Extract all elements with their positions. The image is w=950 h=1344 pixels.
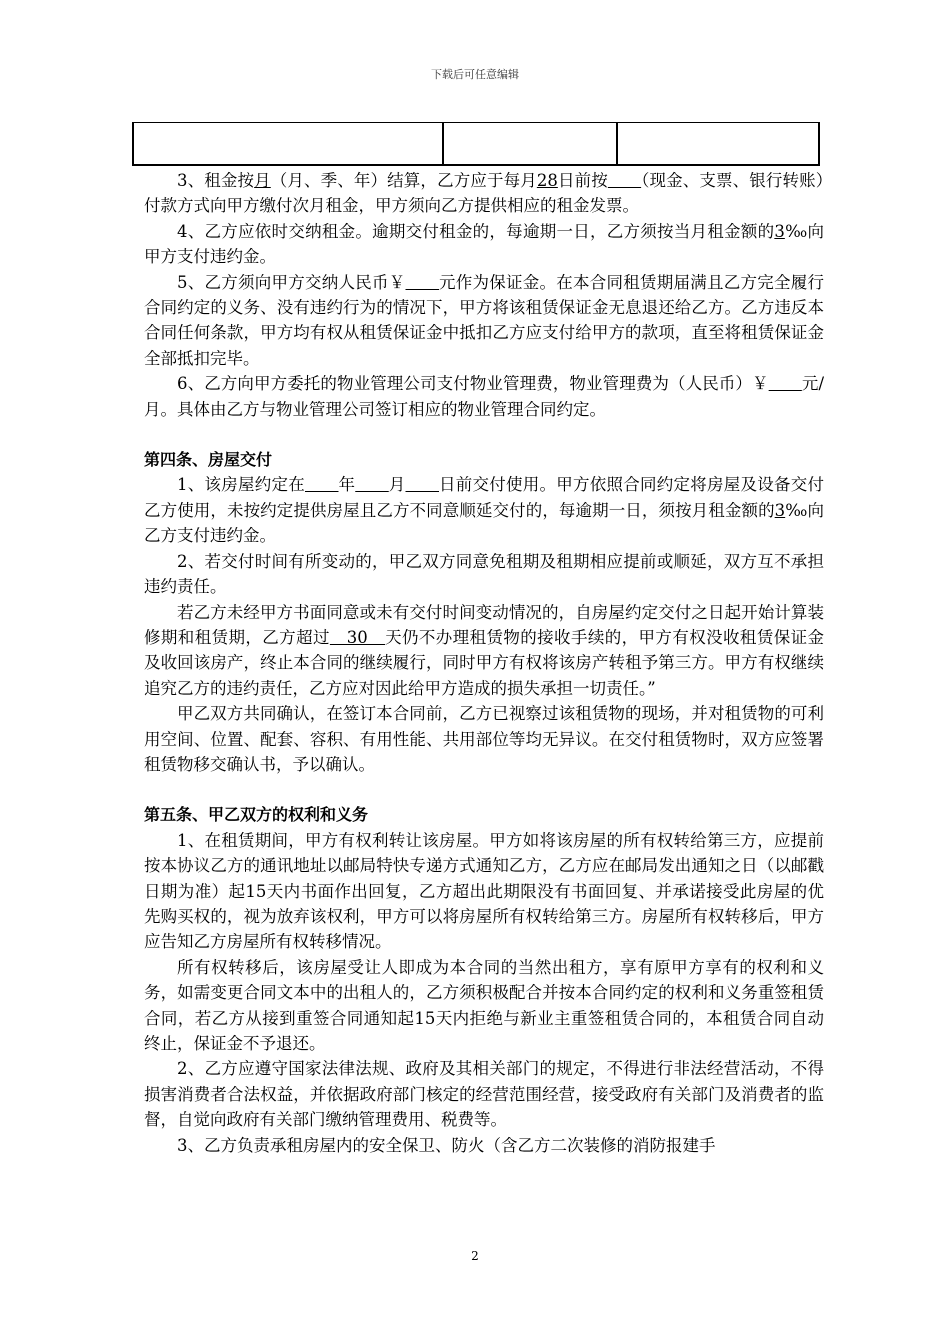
paragraph-delivery-date: 1、该房屋约定在 年 月 日前交付使用。甲方依照合同约定将房屋及设备交付乙方使用，未按约定提供房屋且乙方不同意顺延交付的，每逾期一日，须按月租金额的3‰向乙方支付违约金。 (144, 475, 825, 546)
paragraph-transfer-after: 所有权转移后，该房屋受让人即成为本合同的当然出租方，享有原甲方享有的权利和义务，如需变更合同文本中的出租人的，乙方须积极配合并按本合同约定的权利和义务重签租赁合同，若乙方从接到重签合同通知起15天内拒绝与新业主重签租赁合同的，本租赁合同自动终止，保证金不予退还。 (144, 957, 824, 1053)
document-body (144, 168, 824, 1158)
article-5-heading: 第五条、甲乙双方的权利和义务 (144, 805, 369, 825)
paragraph-rent-settlement: 3、租金按月（月、季、年）结算，乙方应于每月28日前按 （现金、支票、银行转账）付款方式向甲方缴付次月租金，甲方须向乙方提供相应的租金发票。 (144, 171, 825, 216)
paragraph-delivery-change: 2、若交付时间有所变动的，甲乙双方同意免租期及租期相应提前或顺延，双方互不承担违约责任。 (144, 551, 824, 597)
table-cell (617, 123, 819, 166)
paragraph-lawful-operation: 2、乙方应遵守国家法律法规、政府及其相关部门的规定，不得进行非法经营活动，不得损害消费者合法权益，并依据政府部门核定的经营范围经营，接受政府有关部门及消费者的监督，自觉向政府有关部门缴纳管理费用、税费等。 (144, 1059, 824, 1130)
paragraph-safety: 3、乙方负责承租房屋内的安全保卫、防火（含乙方二次装修的消防报建手 (177, 1135, 716, 1155)
table-cell (133, 123, 443, 166)
paragraph-property-fee: 6、乙方向甲方委托的物业管理公司支付物业管理费，物业管理费为（人民币）￥ 元/月。具体由乙方与物业管理公司签订相应的物业管理合同约定。 (144, 374, 825, 419)
paragraph-joint-confirmation: 甲乙双方共同确认，在签订本合同前，乙方已视察过该租赁物的现场，并对租赁物的可利用空间、位置、配套、容积、有用性能、共用部位等均无异议。在交付租赁物时，双方应签署租赁物移交确认书，予以确认。 (144, 704, 824, 774)
page-header: 下载后可任意编辑 (431, 68, 519, 81)
table-cell (443, 123, 617, 166)
article-4-heading: 第四条、房屋交付 (144, 450, 273, 470)
paragraph-late-payment: 4、乙方应依时交纳租金。逾期交付租金的，每逾期一日，乙方须按当月租金额的3‰向甲方支付违约金。 (144, 221, 825, 267)
table-remnant (132, 122, 820, 166)
paragraph-delivery-breach: 若乙方未经甲方书面同意或未有交付时间变动情况的，自房屋约定交付之日起开始计算装修期和租赁期，乙方超过 30 天仍不办理租赁物的接收手续的，甲方有权没收租赁保证金及收回该房产，终止本合同的继续履行，同时甲方有权将该房产转租予第三方。甲方有权继续追究乙方的违约责任，乙方应对因此给甲方造成的损失承担一切责任。” (144, 602, 825, 698)
page-number: 2 (471, 1249, 479, 1263)
paragraph-transfer-right: 1、在租赁期间，甲方有权利转让该房屋。甲方如将该房屋的所有权转给第三方，应提前按本协议乙方的通讯地址以邮局特快专递方式通知乙方，乙方应在邮局发出通知之日（以邮戳日期为准）起15天内书面作出回复，乙方超出此期限没有书面回复、并承诺接受此房屋的优先购买权的，视为放弃该权利，甲方可以将房屋所有权转给第三方。房屋所有权转移后，甲方应告知乙方房屋所有权转移情况。 (144, 830, 824, 952)
paragraph-deposit: 5、乙方须向甲方交纳人民币￥ 元作为保证金。在本合同租赁期届满且乙方完全履行合同约定的义务、没有违约行为的情况下，甲方将该租赁保证金无息退还给乙方。乙方违反本合同任何条款，甲方均有权从租赁保证金中抵扣乙方应支付给甲方的款项，直至将租赁保证金全部抵扣完毕。 (144, 272, 824, 368)
